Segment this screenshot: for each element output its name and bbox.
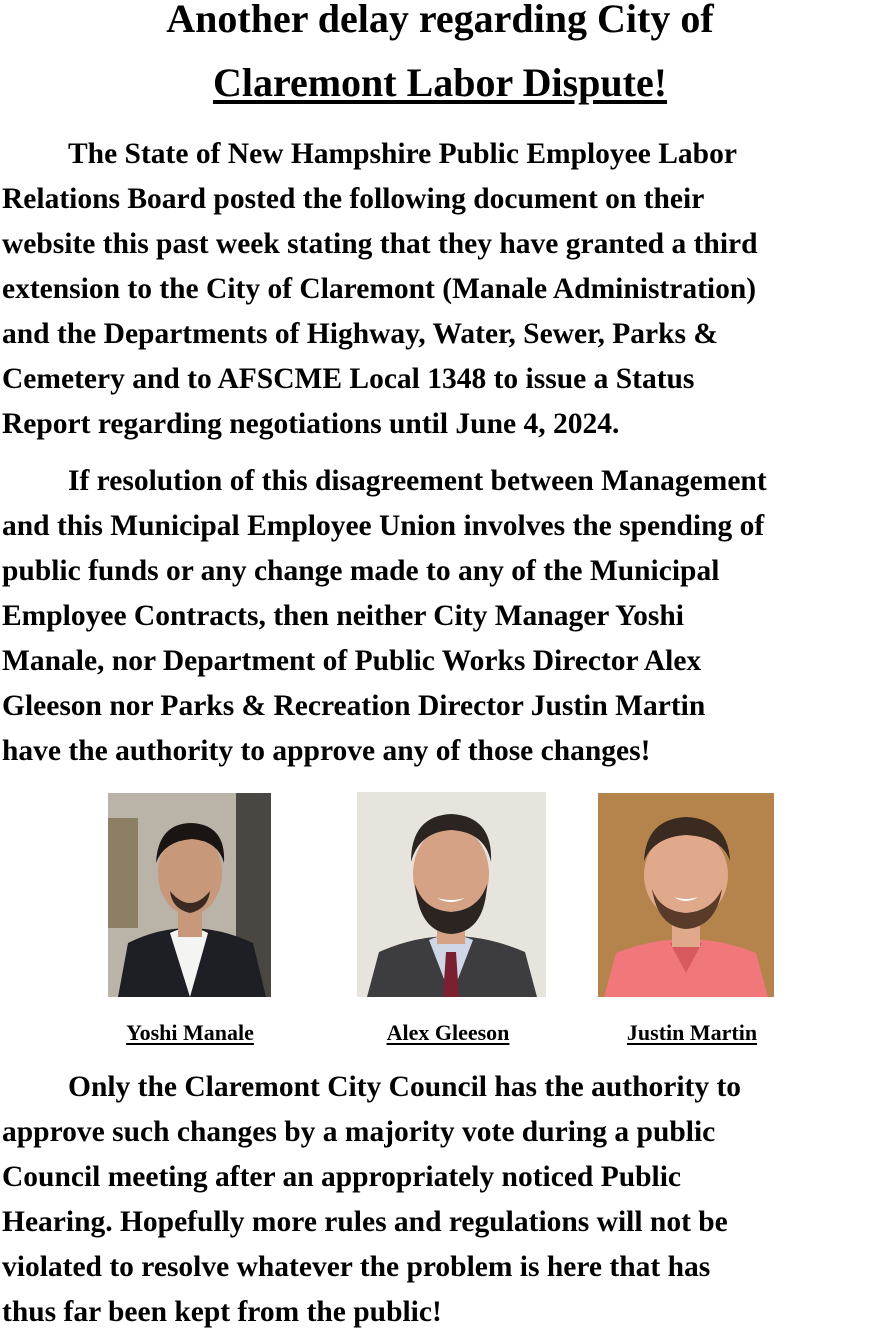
paragraph-1 xyxy=(2,132,878,447)
paragraph-line: and this Municipal Employee Union involves the spending of xyxy=(2,510,765,542)
photo-caption-alex-gleeson: Alex Gleeson xyxy=(386,1020,510,1045)
photo-caption-justin-martin: Justin Martin xyxy=(626,1020,758,1045)
portrait-image xyxy=(357,792,546,997)
paragraph-line: Only the Claremont City Council has the authority to xyxy=(68,1071,742,1103)
paragraph-line: Gleeson nor Parks & Recreation Director Justin Martin xyxy=(2,690,706,722)
paragraph-line: and the Departments of Highway, Water, Sewer, Parks & xyxy=(2,318,718,350)
paragraph-line: have the authority to approve any of those changes! xyxy=(2,735,651,767)
paragraph-line: Manale, nor Department of Public Works Director Alex xyxy=(2,645,702,677)
paragraph-line: violated to resolve whatever the problem is here that has xyxy=(2,1251,711,1283)
portrait-image xyxy=(598,793,774,997)
paragraph-line: Hearing. Hopefully more rules and regulations will not be xyxy=(2,1206,728,1238)
paragraph-line: thus far been kept from the public! xyxy=(2,1296,442,1328)
paragraph-line: approve such changes by a majority vote during a public xyxy=(2,1116,716,1148)
paragraph-line: Employee Contracts, then neither City Manager Yoshi xyxy=(2,600,685,632)
portrait-image xyxy=(108,793,271,997)
paragraph-line: public funds or any change made to any of the Municipal xyxy=(2,555,720,587)
paragraph-line: extension to the City of Claremont (Manale Administration) xyxy=(2,273,757,305)
paragraph-3 xyxy=(2,1065,878,1335)
photo-justin-martin xyxy=(598,793,774,997)
paragraph-line: Report regarding negotiations until June 4, 2024. xyxy=(2,408,620,440)
paragraph-line: The State of New Hampshire Public Employee Labor xyxy=(68,138,737,170)
paragraph-line: If resolution of this disagreement between Management xyxy=(68,465,767,497)
paragraph-line: website this past week stating that they have granted a third xyxy=(2,228,758,260)
paragraph-2 xyxy=(2,459,878,774)
photo-alex-gleeson xyxy=(357,792,546,997)
paragraph-line: Council meeting after an appropriately noticed Public xyxy=(2,1161,682,1193)
headline-line-2: Claremont Labor Dispute! xyxy=(212,60,668,105)
paragraph-line: Relations Board posted the following document on their xyxy=(2,183,705,215)
photo-caption-yoshi-manale: Yoshi Manale xyxy=(126,1020,254,1045)
paragraph-line: Cemetery and to AFSCME Local 1348 to issue a Status xyxy=(2,363,695,395)
photo-yoshi-manale xyxy=(108,793,271,997)
headline-line-1: Another delay regarding City of xyxy=(166,0,714,41)
